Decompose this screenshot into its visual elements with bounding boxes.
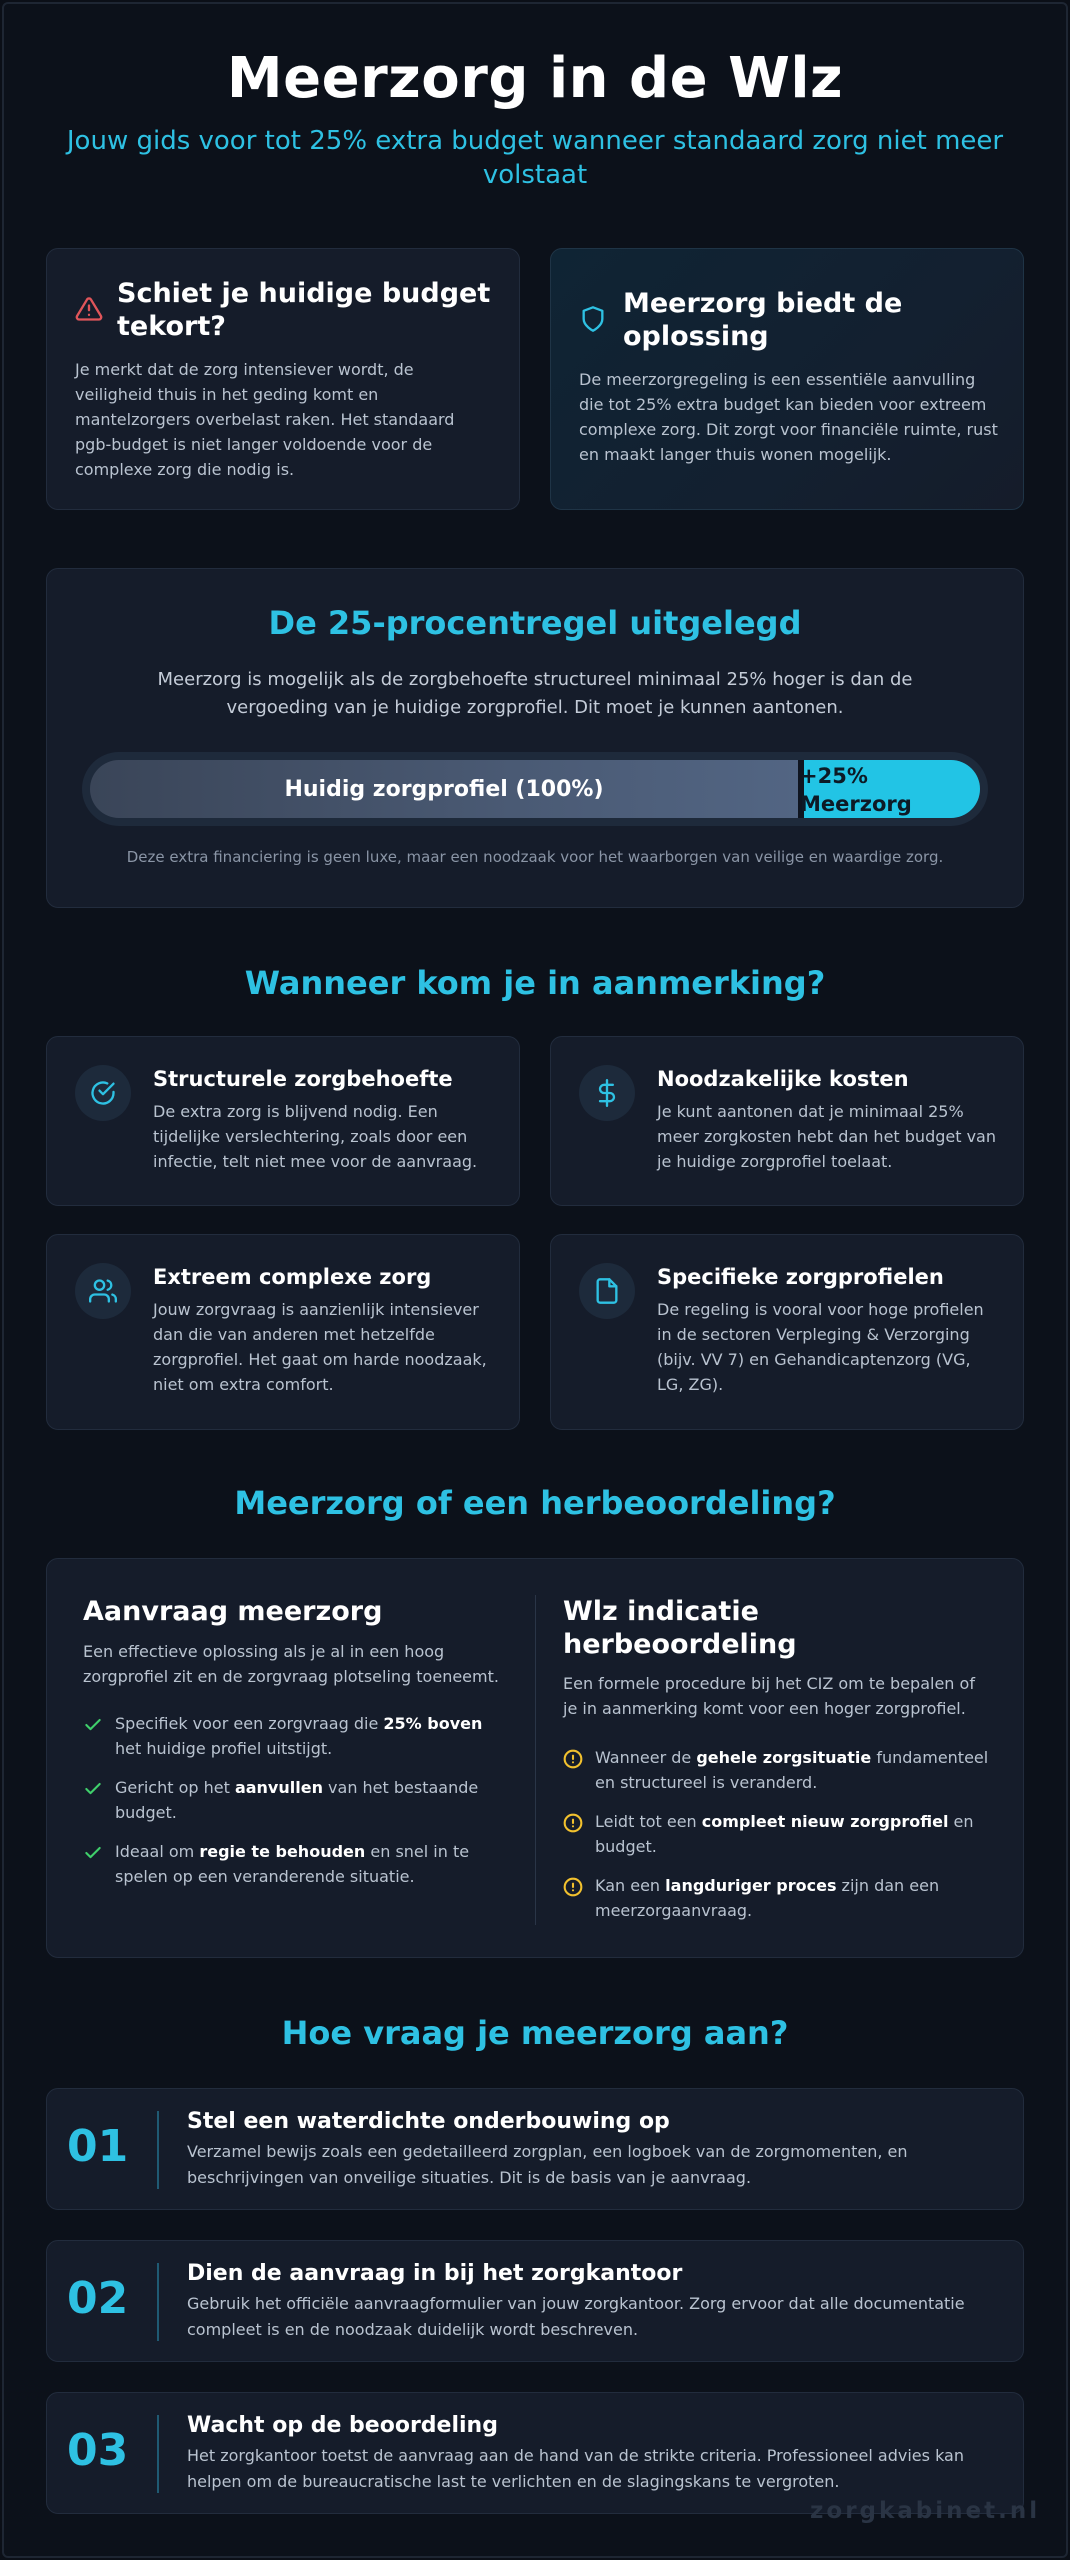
herbeoordeling-point: Leidt tot een compleet nieuw zorgprofiel en budget. — [595, 1812, 974, 1856]
check-circle-icon — [89, 1079, 117, 1107]
step-divider — [157, 2111, 159, 2189]
herbeoordeling-point: Wanneer de gehele zorgsituatie fundamenteel en structureel is veranderd. — [595, 1748, 989, 1792]
criterion-card-profiles — [550, 1234, 1024, 1430]
rule-note: Deze extra financiering is geen luxe, maar een noodzaak voor het waarborgen van veilige en waardige zorg. — [126, 848, 944, 866]
meerzorg-point: Ideaal om regie te behouden en snel in te spelen op een veranderende situatie. — [115, 1842, 470, 1886]
rule-text: Meerzorg is mogelijk als de zorgbehoefte structureel minimaal 25% hoger is dan de vergoeding van je huidige zorgprofiel. Dit moet je kunnen aantonen. — [157, 669, 913, 718]
herbeoordeling-column-title: Wlz indicatie herbeoordeling — [563, 1596, 797, 1660]
meerzorg-point: Gericht op het aanvullen van het bestaande budget. — [115, 1778, 479, 1822]
step-card-2 — [46, 2240, 1024, 2362]
meerzorg-column-title: Aanvraag meerzorg — [83, 1596, 383, 1627]
rule-title: De 25-procentregel uitgelegd — [268, 604, 802, 642]
criterion-title: Structurele zorgbehoefte — [153, 1067, 453, 1091]
step-title: Dien de aanvraag in bij het zorgkantoor — [187, 2261, 683, 2286]
warning-triangle-icon — [75, 295, 103, 323]
check-icon — [83, 1779, 103, 1799]
shield-icon — [579, 305, 607, 333]
check-icon — [83, 1715, 103, 1735]
users-icon — [89, 1277, 117, 1305]
icon-badge — [579, 1263, 635, 1319]
solution-title: Meerzorg biedt de oplossing — [623, 288, 903, 352]
alert-circle-icon — [563, 1813, 583, 1833]
problem-card — [46, 248, 520, 510]
steps-title: Hoe vraag je meerzorg aan? — [281, 2014, 789, 2052]
step-text: Gebruik het officiële aanvraagformulier van jouw zorgkantoor. Zorg ervoor dat alle documentatie compleet is en de noodzaak duidelijk wordt beschreven. — [187, 2294, 965, 2339]
page-title: Meerzorg in de Wlz — [226, 46, 844, 111]
criterion-card-structural — [46, 1036, 520, 1206]
criterion-card-costs — [550, 1036, 1024, 1206]
herbeoordeling-point: Kan een langduriger proces zijn dan een meerzorgaanvraag. — [595, 1876, 940, 1920]
comparison-divider — [535, 1595, 536, 1925]
criterion-title: Noodzakelijke kosten — [657, 1067, 909, 1091]
dollar-icon — [593, 1079, 621, 1107]
budget-bar-base: Huidig zorgprofiel (100%) — [90, 760, 798, 818]
check-icon — [83, 1843, 103, 1863]
step-number: 02 — [67, 2273, 129, 2324]
site-watermark: zorgkabinet.nl — [810, 2498, 1041, 2524]
comparison-title: Meerzorg of een herbeoordeling? — [234, 1484, 836, 1522]
problem-title: Schiet je huidige budget tekort? — [117, 278, 491, 342]
step-card-3 — [46, 2392, 1024, 2514]
step-divider — [157, 2415, 159, 2493]
icon-badge — [75, 1263, 131, 1319]
comparison-card — [46, 1558, 1024, 1958]
step-title: Stel een waterdichte onderbouwing op — [187, 2109, 670, 2134]
herbeoordeling-column-text: Een formele procedure bij het CIZ om te bepalen of je in aanmerking komt voor een hoger zorgprofiel. — [563, 1674, 975, 1718]
step-card-1 — [46, 2088, 1024, 2210]
criterion-title: Specifieke zorgprofielen — [657, 1265, 944, 1289]
criterion-text: De regeling is vooral voor hoge profielen in de sectoren Verpleging & Verzorging (bijv. VV 7) en Gehandicaptenzorg (VG, LG, ZG). — [657, 1300, 984, 1394]
alert-circle-icon — [563, 1877, 583, 1897]
step-divider — [157, 2263, 159, 2341]
criterion-title: Extreem complexe zorg — [153, 1265, 432, 1289]
budget-bar-extra-label: +25% Meerzorg — [800, 764, 912, 816]
meerzorg-column-text: Een effectieve oplossing als je al in een hoog zorgprofiel zit en de zorgvraag plotseling toeneemt. — [83, 1642, 499, 1686]
alert-circle-icon — [563, 1749, 583, 1769]
criterion-card-complex — [46, 1234, 520, 1430]
step-number: 03 — [67, 2425, 129, 2476]
page-subtitle: Jouw gids voor tot 25% extra budget wanneer standaard zorg niet meer volstaat — [66, 126, 1004, 190]
step-text: Verzamel bewijs zoals een gedetailleerd zorgplan, een logboek van de zorgmomenten, en beschrijvingen van onveilige situaties. Dit is de basis van je aanvraag. — [187, 2142, 908, 2187]
eligibility-title: Wanneer kom je in aanmerking? — [244, 964, 826, 1002]
solution-text: De meerzorgregeling is een essentiële aanvulling die tot 25% extra budget kan bieden voor extreem complexe zorg. Dit zorgt voor financiële ruimte, rust en maakt langer thuis wonen mogelijk. — [579, 370, 998, 464]
step-title: Wacht op de beoordeling — [187, 2413, 498, 2438]
document-icon — [593, 1277, 621, 1305]
problem-text: Je merkt dat de zorg intensiever wordt, de veiligheid thuis in het geding komt en mantelzorgers overbelast raken. Het standaard pgb-budget is niet langer voldoende voor de complexe zorg die nodig is. — [75, 360, 455, 479]
icon-badge — [579, 1065, 635, 1121]
meerzorg-point: Specifiek voor een zorgvraag die 25% boven het huidige profiel uitstijgt. — [115, 1714, 483, 1758]
icon-badge — [75, 1065, 131, 1121]
criterion-text: Je kunt aantonen dat je minimaal 25% meer zorgkosten hebt dan het budget van je huidige zorgprofiel toelaat. — [657, 1102, 996, 1171]
solution-card — [550, 248, 1024, 510]
criterion-text: De extra zorg is blijvend nodig. Een tijdelijke verslechtering, zoals door een infectie, telt niet mee voor de aanvraag. — [153, 1102, 478, 1171]
step-text: Het zorgkantoor toetst de aanvraag aan de hand van de strikte criteria. Professioneel advies kan helpen om de bureaucratische last te verlichten en de slagingskans te vergroten. — [187, 2446, 964, 2491]
criterion-text: Jouw zorgvraag is aanzienlijk intensiever dan die van anderen met hetzelfde zorgprofiel. Het gaat om harde noodzaak, niet om extra comfort. — [153, 1300, 487, 1394]
step-number: 01 — [67, 2121, 129, 2172]
